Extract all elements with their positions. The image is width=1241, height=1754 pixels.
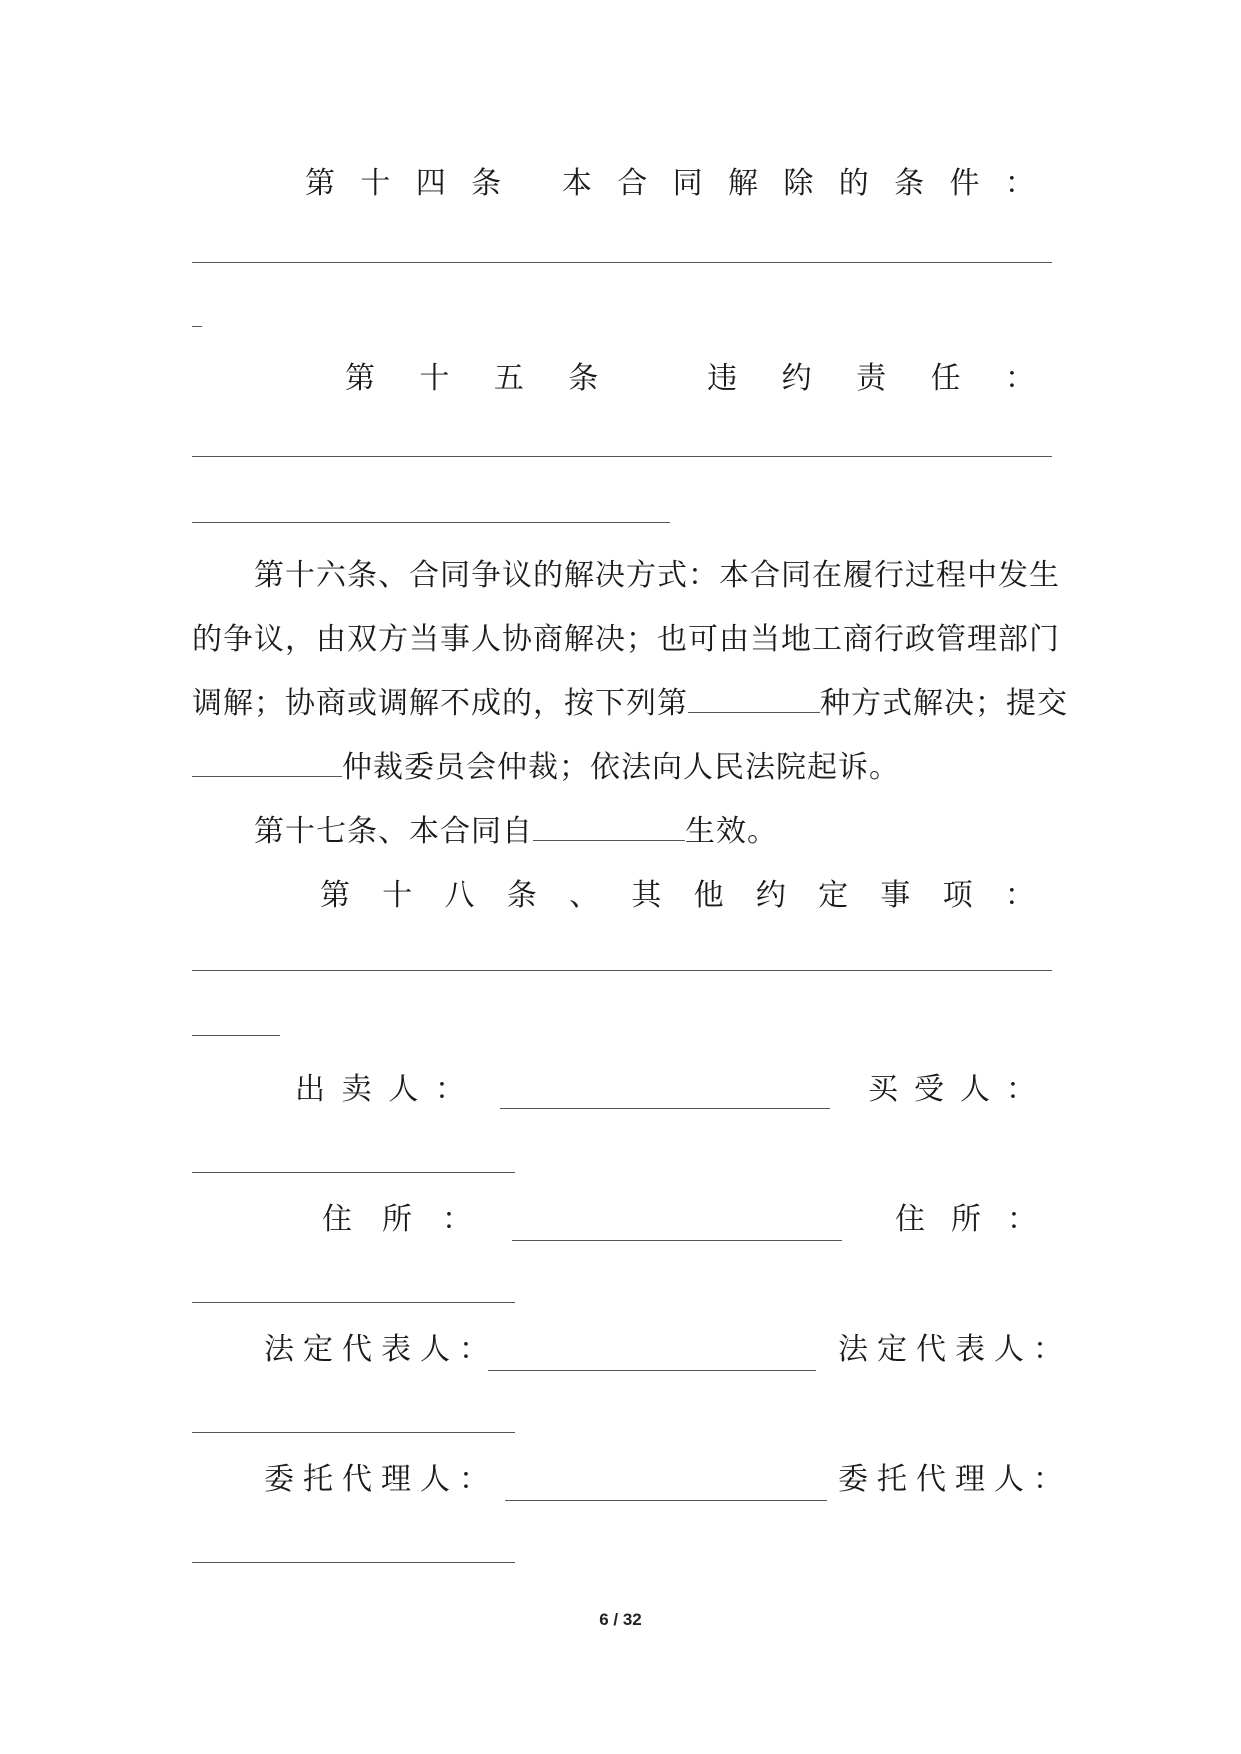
article-14-title-8: 件 <box>949 166 980 201</box>
article-16-line-3-text-a: 调解；协商或调解不成的，按下列第 <box>192 686 688 721</box>
article-14-label-2: 十 <box>360 166 391 201</box>
article-14-title-4: 解 <box>728 166 758 201</box>
buyer-legal-rep-text: 法定代表人 <box>838 1332 1033 1367</box>
article-15-heading <box>345 357 1035 401</box>
article-15-label-4: 条 <box>568 361 599 396</box>
article-15-title-2: 约 <box>781 361 812 396</box>
article-18-char-3: 八 <box>444 878 475 913</box>
article-16-line-3 <box>192 682 1068 726</box>
article-14-title-5: 除 <box>783 166 814 201</box>
seller-legal-rep-blank[interactable] <box>488 1370 816 1371</box>
seller-legal-rep-label <box>264 1328 498 1372</box>
seller-name-blank[interactable] <box>500 1108 830 1109</box>
seller-char-3: 人 <box>388 1072 419 1107</box>
buyer-char-1: 买 <box>868 1072 898 1107</box>
article-18-char-7: 他 <box>693 878 724 913</box>
article-14-label-4: 条 <box>471 166 502 201</box>
seller-char-2: 卖 <box>341 1072 372 1107</box>
article-15-label-2: 十 <box>419 361 450 396</box>
article-18-char-2: 十 <box>382 878 413 913</box>
article-14-title-1: 本 <box>561 166 592 201</box>
article-14-label-3: 四 <box>415 166 446 201</box>
seller-address-char-2: 所 <box>382 1202 412 1237</box>
article-15-fill-line <box>192 456 1052 457</box>
article-16-line-3-text-b: 种方式解决；提交 <box>820 686 1068 721</box>
article-16-line-2: 的争议，由双方当事人协商解决；也可由当地工商行政管理部门 <box>192 622 1060 657</box>
seller-address-label <box>322 1198 472 1242</box>
article-18-char-4: 条 <box>506 878 537 913</box>
article-15-fill-line-2 <box>192 522 670 523</box>
buyer-agent-blank[interactable] <box>192 1562 515 1563</box>
buyer-label-line <box>868 1068 1038 1112</box>
article-17-line <box>254 810 1054 854</box>
effective-date-blank[interactable] <box>533 810 685 841</box>
seller-label <box>295 1068 465 1112</box>
article-16-line-4-text: 仲裁委员会仲裁；依法向人民法院起诉。 <box>342 750 900 785</box>
article-14-colon: ： <box>1004 166 1035 201</box>
buyer-legal-rep-label <box>838 1328 1072 1372</box>
buyer-legal-rep-colon: ： <box>1033 1332 1072 1367</box>
buyer-legal-rep-blank[interactable] <box>192 1432 515 1433</box>
seller-agent-label <box>264 1458 498 1502</box>
seller-agent-blank[interactable] <box>505 1500 827 1501</box>
buyer-char-3: 人 <box>960 1072 990 1107</box>
seller-address-label-line <box>322 1198 482 1242</box>
article-18-heading <box>320 874 1035 918</box>
seller-address-colon: ： <box>442 1202 472 1237</box>
seller-agent-text: 委托代理人 <box>264 1462 459 1497</box>
seller-char-1: 出 <box>295 1072 325 1107</box>
page-number: 6 / 32 <box>599 1610 642 1629</box>
seller-agent-colon: ： <box>459 1462 498 1497</box>
article-15-title-1: 违 <box>707 361 738 396</box>
article-14-label-1: 第 <box>305 166 335 201</box>
article-18-char-11: 项 <box>942 878 973 913</box>
article-18-fill-line <box>192 970 1052 971</box>
article-15-colon: ： <box>1004 361 1035 396</box>
buyer-label <box>868 1068 1036 1112</box>
article-17-text-a: 第十七条、本合同自 <box>254 814 533 849</box>
article-18-char-6: 其 <box>631 878 662 913</box>
article-14-title-7: 条 <box>894 166 925 201</box>
buyer-agent-colon: ： <box>1033 1462 1072 1497</box>
article-15-label-3: 五 <box>493 361 524 396</box>
article-18-char-1: 第 <box>320 878 350 913</box>
article-18-colon: ： <box>1004 878 1035 913</box>
arbitration-committee-blank[interactable] <box>192 746 342 777</box>
article-18-char-10: 事 <box>880 878 911 913</box>
article-15-label-1: 第 <box>345 361 375 396</box>
buyer-address-char-2: 所 <box>951 1202 981 1237</box>
article-14-fill-line-tail <box>192 326 202 327</box>
article-16-line-1: 第十六条、合同争议的解决方式：本合同在履行过程中发生 <box>254 558 1060 593</box>
buyer-char-2: 受 <box>914 1072 944 1107</box>
buyer-colon: ： <box>1006 1072 1036 1107</box>
seller-address-char-1: 住 <box>322 1202 352 1237</box>
method-number-blank[interactable] <box>688 682 820 713</box>
article-14-title-3: 同 <box>672 166 703 201</box>
buyer-agent-label <box>838 1458 1072 1502</box>
article-14-fill-line <box>192 262 1052 263</box>
article-18-fill-line-2 <box>192 1035 280 1036</box>
article-15-title-4: 任 <box>930 361 961 396</box>
seller-legal-rep-text: 法定代表人 <box>264 1332 459 1367</box>
buyer-address-colon: ： <box>1007 1202 1037 1237</box>
seller-address-blank[interactable] <box>512 1240 842 1241</box>
article-14-title-6: 的 <box>838 166 869 201</box>
article-18-char-9: 定 <box>818 878 849 913</box>
article-18-char-5: 、 <box>569 878 600 913</box>
buyer-address-char-1: 住 <box>895 1202 925 1237</box>
article-14-title-2: 合 <box>617 166 648 201</box>
seller-legal-rep-colon: ： <box>459 1332 498 1367</box>
article-18-char-8: 约 <box>755 878 786 913</box>
buyer-address-blank[interactable] <box>192 1302 515 1303</box>
article-16-line-4 <box>192 746 1052 790</box>
buyer-address-label-line <box>895 1198 1045 1242</box>
buyer-agent-text: 委托代理人 <box>838 1462 1033 1497</box>
article-14-heading <box>305 162 1035 206</box>
buyer-name-blank[interactable] <box>192 1172 515 1173</box>
article-15-title-3: 责 <box>856 361 887 396</box>
buyer-address-label <box>895 1198 1037 1242</box>
seller-colon: ： <box>434 1072 465 1107</box>
article-17-text-b: 生效。 <box>685 814 778 849</box>
